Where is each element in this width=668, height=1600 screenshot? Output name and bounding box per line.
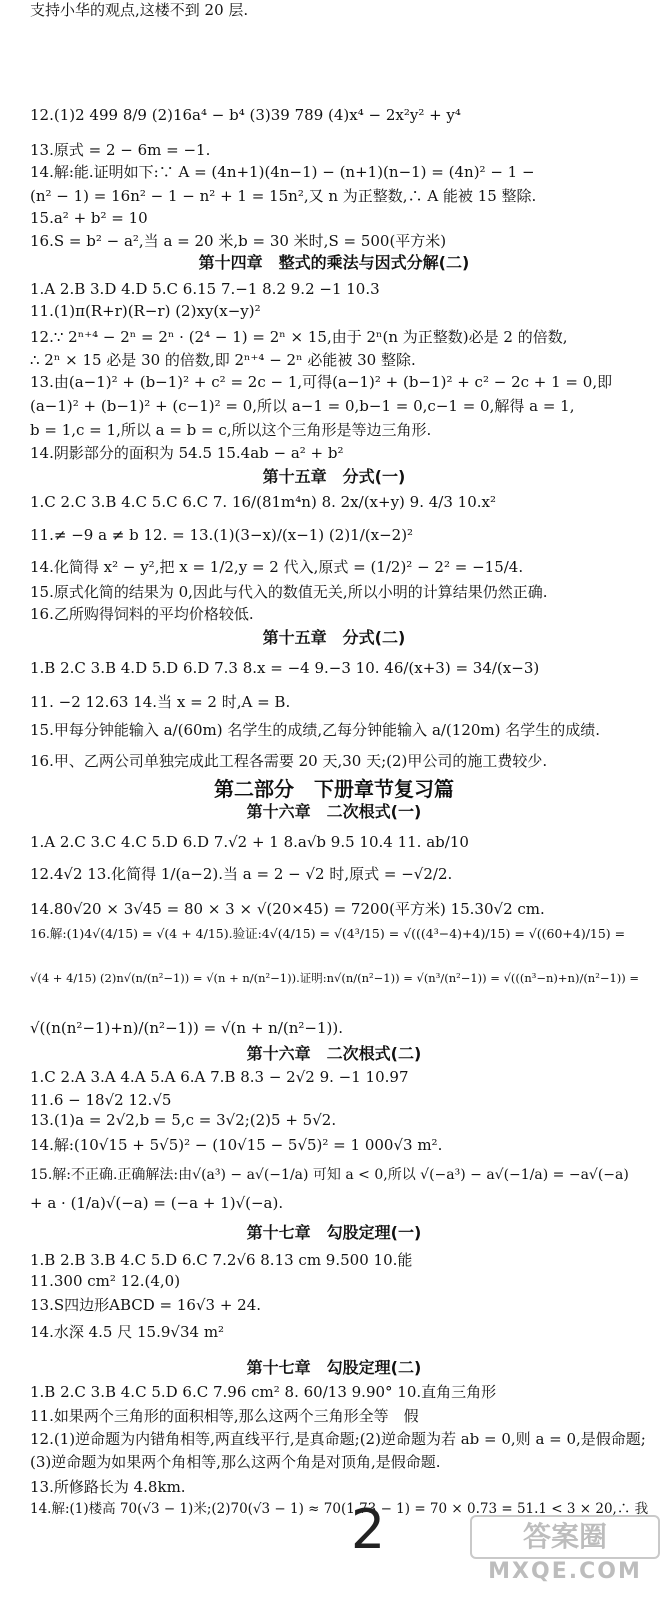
answer-line: 14.水深 4.5 尺 15.9√34 m² (30, 1323, 225, 1341)
section-heading: 第十五章 分式(一) (262, 467, 406, 486)
section-heading: 第十六章 二次根式(二) (246, 1044, 422, 1063)
answer-line: 1.A 2.B 3.D 4.D 5.C 6.15 7.−1 8.2 9.2 −1 10.3 (30, 280, 380, 298)
answer-line: 13.由(a−1)² + (b−1)² + c² = 2c − 1,可得(a−1)² + (b−1)² + c² − 2c + 1 = 0,即 (30, 373, 613, 391)
answer-line: 11.≠ −9 a ≠ b 12. = 13.(1)(3−x)/(x−1) (2)1/(x−2)² (30, 526, 414, 544)
answer-line: (n² − 1) = 16n² − 1 − n² + 1 = 15n²,又 n 为正整数,∴ A 能被 15 整除. (30, 187, 537, 205)
answer-line: 13.S四边形ABCD = 16√3 + 24. (30, 1296, 262, 1314)
answer-line: 12.(1)逆命题为内错角相等,两直线平行,是真命题;(2)逆命题为若 ab = 0,则 a = 0,是假命题; (30, 1430, 646, 1448)
answer-line: 16.S = b² − a²,当 a = 20 米,b = 30 米时,S = 500(平方米) (30, 232, 447, 250)
answer-line: 15.解:不正确.正确解法:由√(a³) − a√(−1/a) 可知 a < 0,所以 √(−a³) − a√(−1/a) = −a√(−a) (30, 1167, 629, 1183)
section-heading: 第十七章 勾股定理(二) (246, 1358, 422, 1377)
answer-line: 1.B 2.C 3.B 4.C 5.D 6.C 7.96 cm² 8. 60/13 9.90° 10.直角三角形 (30, 1383, 497, 1401)
answer-line: √(4 + 4/15) (2)n√(n/(n²−1)) = √(n + n/(n²−1)).证明:n√(n/(n²−1)) = √(n³/(n²−1)) = √(((n³−n)+n)/(n²−1)) = (30, 971, 640, 985)
answer-line: 11.6 − 18√2 12.√5 (30, 1091, 172, 1109)
answer-line: 1.B 2.B 3.B 4.C 5.D 6.C 7.2√6 8.13 cm 9.500 10.能 (30, 1251, 413, 1269)
answer-line: + a · (1/a)√(−a) = (−a + 1)√(−a). (30, 1194, 284, 1212)
page-number: 2 (350, 1498, 386, 1561)
answer-line: 15.a² + b² = 10 (30, 209, 148, 227)
section-heading: 第十六章 二次根式(一) (246, 802, 422, 821)
answer-line: 16.乙所购得饲料的平均价格较低. (30, 605, 254, 623)
answer-line: 11. −2 12.63 14.当 x = 2 时,A = B. (30, 693, 291, 711)
answer-line: 13.原式 = 2 − 6m = −1. (30, 141, 211, 159)
answer-line: 13.(1)a = 2√2,b = 5,c = 3√2;(2)5 + 5√2. (30, 1111, 337, 1129)
answer-line: b = 1,c = 1,所以 a = b = c,所以这个三角形是等边三角形. (30, 421, 432, 439)
answer-line: 11.(1)π(R+r)(R−r) (2)xy(x−y)² (30, 302, 261, 320)
watermark-url: MXQE.COM (488, 1559, 642, 1584)
answer-line: 13.所修路长为 4.8km. (30, 1478, 186, 1496)
section-heading: 第二部分 下册章节复习篇 (214, 777, 454, 801)
answer-line: 15.原式化简的结果为 0,因此与代入的数值无关,所以小明的计算结果仍然正确. (30, 583, 548, 601)
answer-line: (a−1)² + (b−1)² + (c−1)² = 0,所以 a−1 = 0,b−1 = 0,c−1 = 0,解得 a = 1, (30, 397, 575, 415)
answer-line: 1.B 2.C 3.B 4.D 5.D 6.D 7.3 8.x = −4 9.−3 10. 46/(x+3) = 34/(x−3) (30, 659, 540, 677)
answer-line: (3)逆命题为如果两个角相等,那么这两个角是对顶角,是假命题. (30, 1453, 441, 1471)
section-heading: 第十七章 勾股定理(一) (246, 1223, 422, 1242)
answer-line: 14.解:(10√15 + 5√5)² − (10√15 − 5√5)² = 1 000√3 m². (30, 1136, 443, 1154)
answer-line: 16.甲、乙两公司单独完成此工程各需要 20 天,30 天;(2)甲公司的施工费较少. (30, 752, 548, 770)
watermark-mark: 答案圈 (470, 1515, 660, 1559)
answer-line: 14.化简得 x² − y²,把 x = 1/2,y = 2 代入,原式 = (1/2)² − 2² = −15/4. (30, 558, 524, 576)
answer-line: 12.(1)2 499 8/9 (2)16a⁴ − b⁴ (3)39 789 (4)x⁴ − 2x²y² + y⁴ (30, 106, 461, 124)
answer-line: 12.4√2 13.化简得 1/(a−2).当 a = 2 − √2 时,原式 = −√2/2. (30, 865, 453, 883)
answer-line: 11.如果两个三角形的面积相等,那么这两个三角形全等 假 (30, 1407, 419, 1425)
answer-line: 1.C 2.C 3.B 4.C 5.C 6.C 7. 16/(81m⁴n) 8. 2x/(x+y) 9. 4/3 10.x² (30, 493, 496, 511)
answer-line: 16.解:(1)4√(4/15) = √(4 + 4/15).验证:4√(4/15) = √(4³/15) = √(((4³−4)+4)/15) = √((60+4)/15) = (30, 926, 626, 941)
answer-line: 14.80√20 × 3√45 = 80 × 3 × √(20×45) = 7200(平方米) 15.30√2 cm. (30, 900, 545, 918)
answer-line: ∴ 2ⁿ × 15 必是 30 的倍数,即 2ⁿ⁺⁴ − 2ⁿ 必能被 30 整除. (30, 351, 416, 369)
answer-line: 1.A 2.C 3.C 4.C 5.D 6.D 7.√2 + 1 8.a√b 9.5 10.4 11. ab/10 (30, 833, 469, 851)
answer-line: 14.解:(1)楼高 70(√3 − 1)米;(2)70(√3 − 1) ≈ 70(1.73 − 1) = 70 × 0.73 = 51.1 < 3 × 20,∴ 我 (30, 1501, 649, 1517)
answer-line: 14.解:能.证明如下:∵ A = (4n+1)(4n−1) − (n+1)(n−1) = (4n)² − 1 − (30, 163, 535, 181)
answer-line: 15.甲每分钟能输入 a/(60m) 名学生的成绩,乙每分钟能输入 a/(120m) 名学生的成绩. (30, 721, 601, 739)
answer-line: 11.300 cm² 12.(4,0) (30, 1272, 181, 1290)
answer-line: 14.阴影部分的面积为 54.5 15.4ab − a² + b² (30, 444, 344, 462)
section-heading: 第十四章 整式的乘法与因式分解(二) (198, 253, 470, 272)
answer-line: 支持小华的观点,这楼不到 20 层. (30, 1, 249, 19)
answer-line: 1.C 2.A 3.A 4.A 5.A 6.A 7.B 8.3 − 2√2 9. −1 10.97 (30, 1068, 409, 1086)
answer-line: √((n(n²−1)+n)/(n²−1)) = √(n + n/(n²−1)). (30, 1019, 343, 1037)
answer-line: 12.∵ 2ⁿ⁺⁴ − 2ⁿ = 2ⁿ · (2⁴ − 1) = 2ⁿ × 15,由于 2ⁿ(n 为正整数)必是 2 的倍数, (30, 328, 568, 346)
watermark (470, 1515, 660, 1585)
section-heading: 第十五章 分式(二) (262, 628, 406, 647)
